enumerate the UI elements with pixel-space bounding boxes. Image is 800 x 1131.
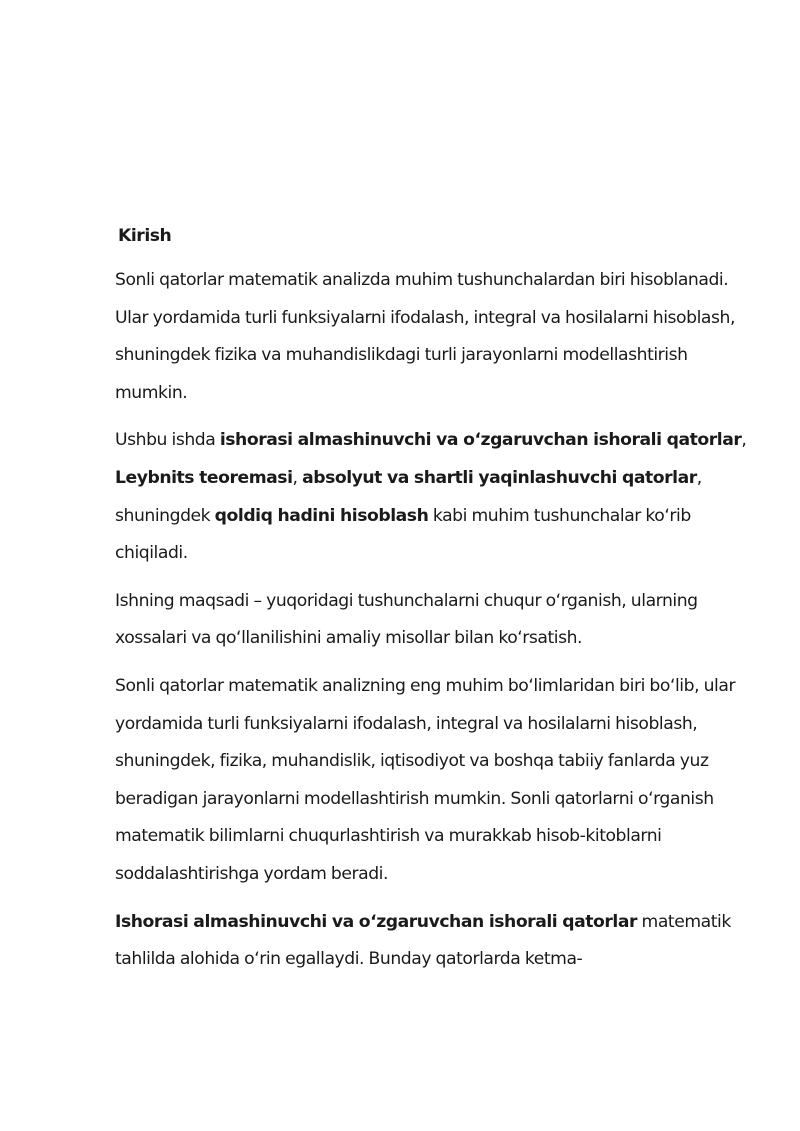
bold-term: ishorasi almashinuvchi va o‘zgaruvchan ishorali qatorlar bbox=[219, 430, 742, 451]
text-run: , bbox=[741, 430, 747, 451]
text-run: kabi muhim tushunchalar ko‘rib chiqiladi. bbox=[115, 505, 691, 564]
bold-term: Ishorasi almashinuvchi va o‘zgaruvchan ishorali qatorlar bbox=[115, 911, 638, 932]
text-run: Ushbu ishda bbox=[115, 430, 220, 451]
document-body bbox=[115, 222, 755, 989]
bold-term: qoldiq hadini hisoblash bbox=[214, 505, 429, 526]
paragraph-goal: Ishning maqsadi – yuqoridagi tushunchalarni chuqur o‘rganish, ularning xossalari va qo‘llanilishini amaliy misollar bilan ko‘rsatish. bbox=[115, 590, 698, 649]
paragraph-importance: Sonli qatorlar matematik analizning eng muhim bo‘limlaridan biri bo‘lib, ular yordamida turli funksiyalarni ifodalash, integral va hosilalarni hisoblash, shuningdek, fizika, muhandislik, iqtisodiyot va boshqa tabiiy fanlarda yuz beradigan jarayonlarni modellashtirish mumkin. Sonli qatorlarni o‘rganish matematik bilimlarni chuqurlashtirish va murakkab hisob-kitoblarni soddalashtirishga yordam beradi. bbox=[115, 675, 736, 884]
paragraph-alternating bbox=[115, 904, 755, 979]
bold-term: absolyut va shartli yaqinlashuvchi qatorlar bbox=[302, 467, 697, 488]
paragraph-scope bbox=[115, 422, 755, 572]
text-run: , shuningdek bbox=[115, 467, 702, 526]
bold-term: Leybnits teoremasi bbox=[115, 467, 293, 488]
text-run: , bbox=[292, 467, 303, 488]
paragraph-intro: Sonli qatorlar matematik analizda muhim tushunchalardan biri hisoblanadi. Ular yordamida turli funksiyalarni ifodalash, integral va hosilalarni hisoblash, shuningdek fizika va muhandislikdagi turli jarayonlarni modellashtirish mumkin. bbox=[115, 270, 735, 403]
section-heading: Kirish bbox=[118, 226, 172, 246]
text-run: matematik tahlilda alohida o‘rin egallaydi. Bunday qatorlarda ketma- bbox=[115, 911, 731, 970]
